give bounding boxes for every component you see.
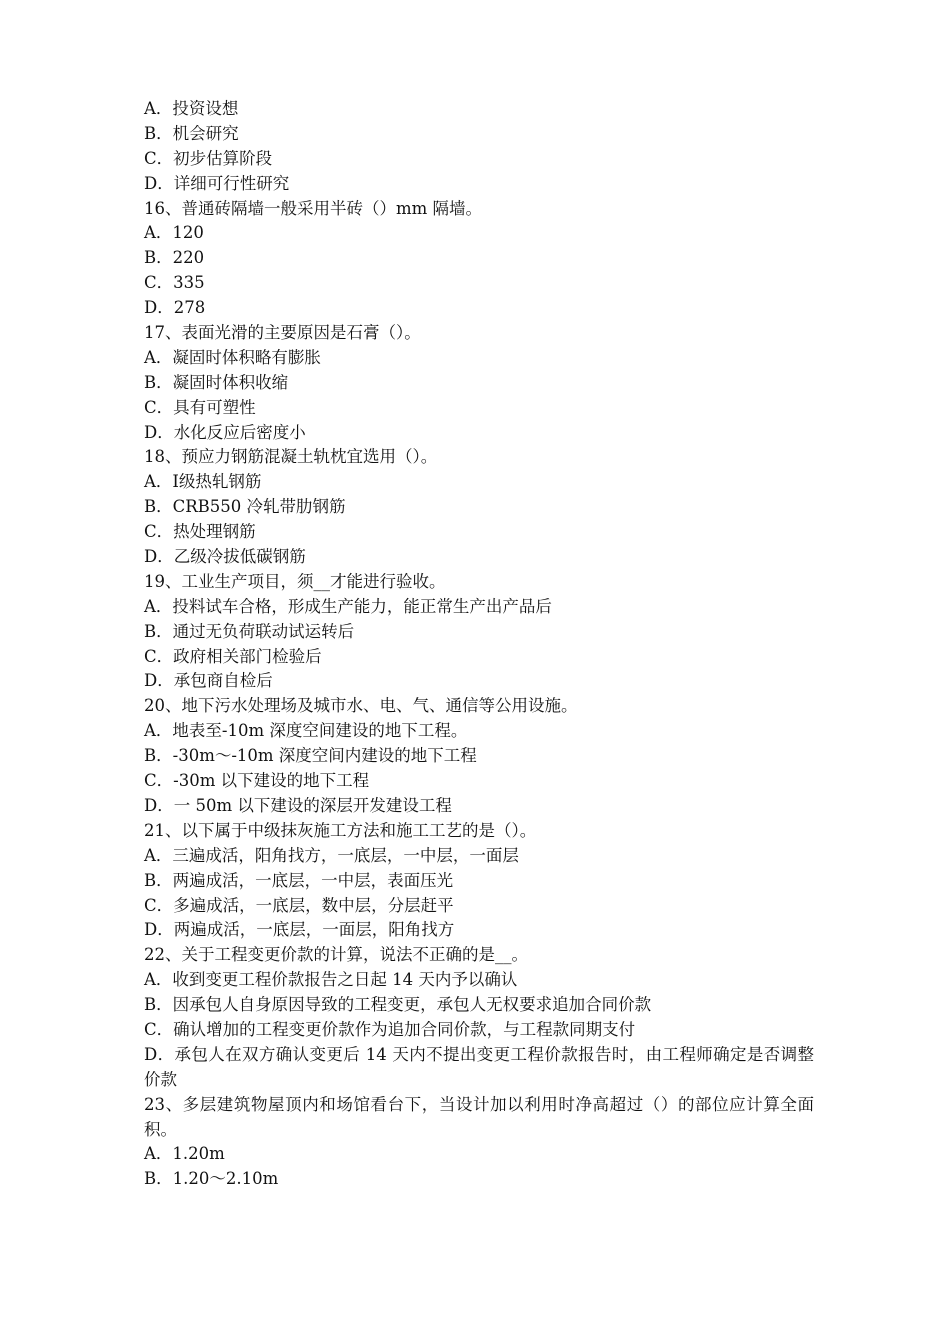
question-21: 21、以下属于中级抹灰施工方法和施工工艺的是（）。 xyxy=(144,820,537,840)
option-15-a: A．投资设想 xyxy=(144,99,239,118)
option-17-d: D．水化反应后密度小 xyxy=(144,422,306,442)
document-page xyxy=(144,97,814,1192)
option-19-c: C．政府相关部门检验后 xyxy=(144,646,322,666)
question-16: 16、普通砖隔墙一般采用半砖（）mm 隔墙。 xyxy=(144,198,483,218)
option-19-b: B．通过无负荷联动试运转后 xyxy=(144,621,355,641)
option-20-a: A．地表至-10m 深度空间建设的地下工程。 xyxy=(144,721,468,741)
option-21-a: A．三遍成活，阳角找方，一底层，一中层，一面层 xyxy=(144,845,519,865)
option-16-d: D．278 xyxy=(144,298,206,318)
option-20-b: B．-30m～-10m 深度空间内建设的地下工程 xyxy=(144,746,477,766)
option-20-d: D．一 50m 以下建设的深层开发建设工程 xyxy=(144,795,452,815)
option-22-c: C．确认增加的工程变更价款作为追加合同价款，与工程款同期支付 xyxy=(144,1019,636,1039)
option-22-a: A．收到变更工程价款报告之日起 14 天内予以确认 xyxy=(144,970,518,990)
question-23: 23、多层建筑物屋顶内和场馆看台下，当设计加以利用时净高超过（）的部位应计算全面积。 xyxy=(144,1094,814,1139)
option-18-a: A．Ⅰ级热轧钢筋 xyxy=(144,472,262,492)
option-16-a: A．120 xyxy=(144,223,204,243)
option-21-c: C．多遍成活，一底层，数中层，分层赶平 xyxy=(144,895,454,915)
option-15-b: B．机会研究 xyxy=(144,123,239,143)
option-20-c: C．-30m 以下建设的地下工程 xyxy=(144,771,370,791)
question-18: 18、预应力钢筋混凝土轨枕宜选用（）。 xyxy=(144,447,438,467)
option-15-c: C．初步估算阶段 xyxy=(144,148,273,168)
question-20: 20、地下污水处理场及城市水、电、气、通信等公用设施。 xyxy=(144,696,578,716)
option-19-d: D．承包商自检后 xyxy=(144,671,273,691)
option-16-c: C．335 xyxy=(144,273,205,293)
option-17-c: C．具有可塑性 xyxy=(144,397,256,417)
option-22-b: B．因承包人自身原因导致的工程变更，承包人无权要求追加合同价款 xyxy=(144,995,652,1015)
option-18-b: B．CRB550 冷轧带肋钢筋 xyxy=(144,497,346,517)
option-15-d: D．详细可行性研究 xyxy=(144,173,290,193)
option-17-b: B．凝固时体积收缩 xyxy=(144,372,289,392)
option-22-d: D．承包人在双方确认变更后 14 天内不提出变更工程价款报告时，由工程师确定是否调整价款 xyxy=(144,1044,814,1089)
question-22: 22、关于工程变更价款的计算，说法不正确的是__。 xyxy=(144,945,528,965)
option-23-b: B．1.20～2.10m xyxy=(144,1169,279,1189)
option-17-a: A．凝固时体积略有膨胀 xyxy=(144,347,321,367)
option-21-b: B．两遍成活，一底层，一中层，表面压光 xyxy=(144,870,454,890)
option-18-c: C．热处理钢筋 xyxy=(144,522,256,542)
option-19-a: A．投料试车合格，形成生产能力，能正常生产出产品后 xyxy=(144,596,552,616)
question-17: 17、表面光滑的主要原因是石膏（）。 xyxy=(144,323,421,343)
option-18-d: D．乙级冷拔低碳钢筋 xyxy=(144,547,306,567)
option-16-b: B．220 xyxy=(144,248,205,268)
option-23-a: A．1.20m xyxy=(144,1144,225,1164)
option-21-d: D．两遍成活，一底层，一面层，阳角找方 xyxy=(144,920,455,940)
question-19: 19、工业生产项目，须__才能进行验收。 xyxy=(144,571,446,591)
